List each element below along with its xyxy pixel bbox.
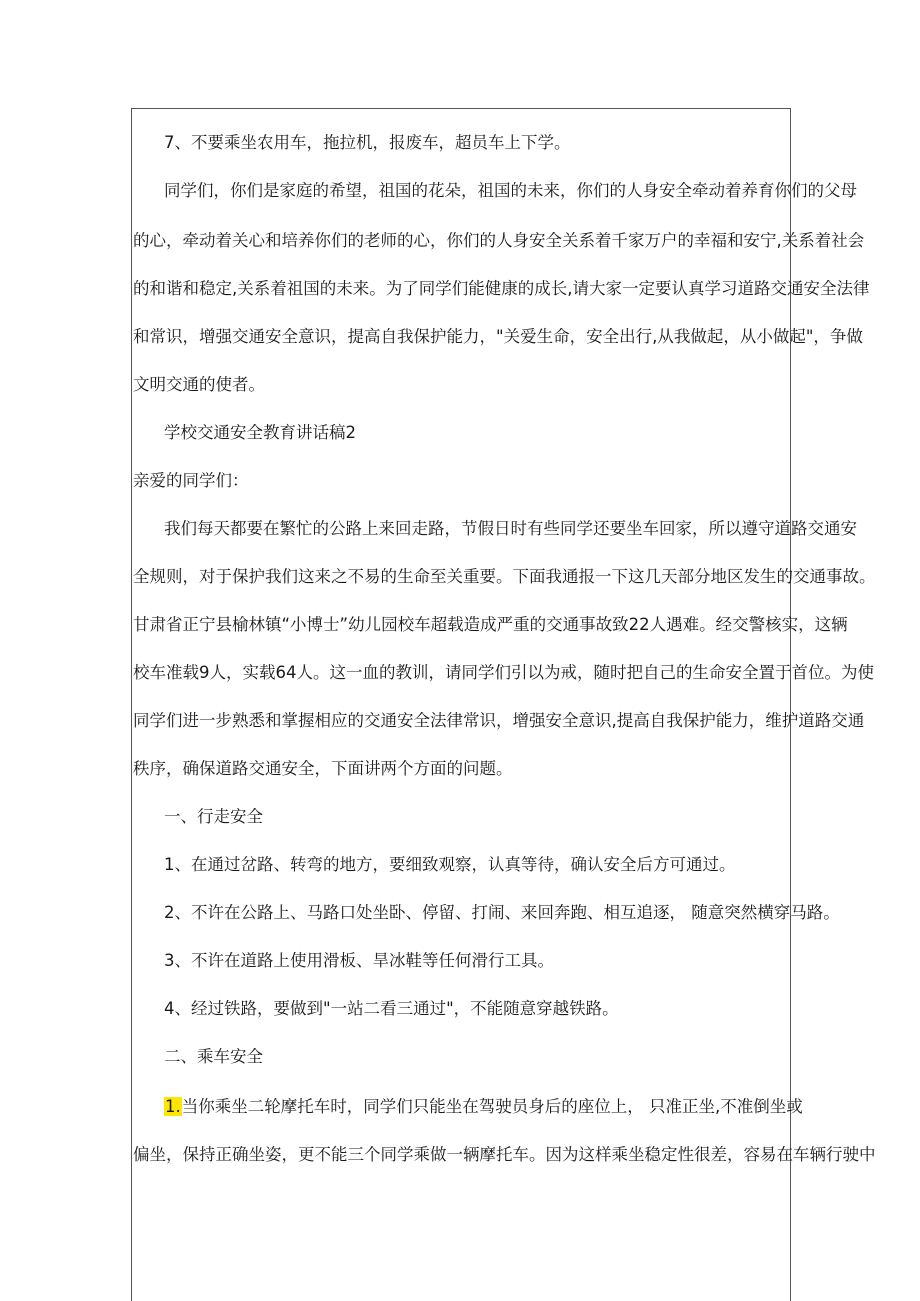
paragraph-line: 秩序，确保道路交通安全，下面讲两个方面的问题。 (133, 759, 513, 778)
paragraph-line: 和常识，增强交通安全意识，提高自我保护能力，"关爱生命，安全出行,从我做起，从小做起"，争做 (133, 327, 863, 346)
rule-item: 2、不许在公路上、马路口处坐卧、停留、打闹、来回奔跑、相互追逐， 随意突然横穿马路。 (164, 903, 840, 922)
paragraph-line: 的和谐和稳定,关系着祖国的未来。为了同学们能健康的成长,请大家一定要认真学习道路交通安全法律 (133, 279, 870, 298)
paragraph-line: 全规则，对于保护我们这来之不易的生命至关重要。下面我通报一下这几天部分地区发生的交通事故。 (133, 567, 876, 586)
rule-item: 1、在通过岔路、转弯的地方，要细致观察，认真等待，确认安全后方可通过。 (164, 855, 736, 874)
paragraph-line: 文明交通的使者。 (133, 375, 265, 394)
rule-item: 4、经过铁路，要做到"一站二看三通过"，不能随意穿越铁路。 (164, 999, 619, 1018)
rule-item-highlighted (164, 1095, 803, 1119)
rule-item: 3、不许在道路上使用滑板、旱冰鞋等任何滑行工具。 (164, 951, 554, 970)
highlight-marker: 1. (165, 1097, 181, 1116)
paragraph-line: 同学们，你们是家庭的希望，祖国的花朵，祖国的未来，你们的人身安全牵动着养育你们的父母 (164, 181, 857, 200)
heading-riding-safety: 二、乘车安全 (164, 1047, 263, 1066)
paragraph-line: 偏坐，保持正确坐姿，更不能三个同学乘做一辆摩托车。因为这样乘坐稳定性很差，容易在车辆行驶中 (133, 1145, 876, 1164)
paragraph-line: 的心，牵动着关心和培养你们的老师的心，你们的人身安全关系着千家万户的幸福和安宁,关系着社会 (133, 231, 865, 250)
paragraph-line: 我们每天都要在繁忙的公路上来回走路，节假日时有些同学还要坐车回家，所以遵守道路交通安 (164, 519, 857, 538)
rule-7: 7、不要乘坐农用车，拖拉机，报废车，超员车上下学。 (164, 133, 571, 152)
heading-walking-safety: 一、行走安全 (164, 807, 263, 826)
rule-item-text: 当你乘坐二轮摩托车时，同学们只能坐在驾驶员身后的座位上， 只准正坐,不准倒坐或 (181, 1097, 803, 1116)
paragraph-line: 甘肃省正宁县榆林镇“小博士”幼儿园校车超载造成严重的交通事故致22人遇难。经交警核实，这辆 (133, 615, 848, 634)
section-title: 学校交通安全教育讲话稿2 (164, 423, 356, 442)
paragraph-line: 同学们进一步熟悉和掌握相应的交通安全法律常识，增强安全意识,提高自我保护能力，维护道路交通 (133, 711, 865, 730)
paragraph-line: 校车准载9人，实载64人。这一血的教训，请同学们引以为戒，随时把自己的生命安全置于首位。为使 (133, 663, 874, 682)
salutation: 亲爱的同学们： (133, 471, 249, 490)
